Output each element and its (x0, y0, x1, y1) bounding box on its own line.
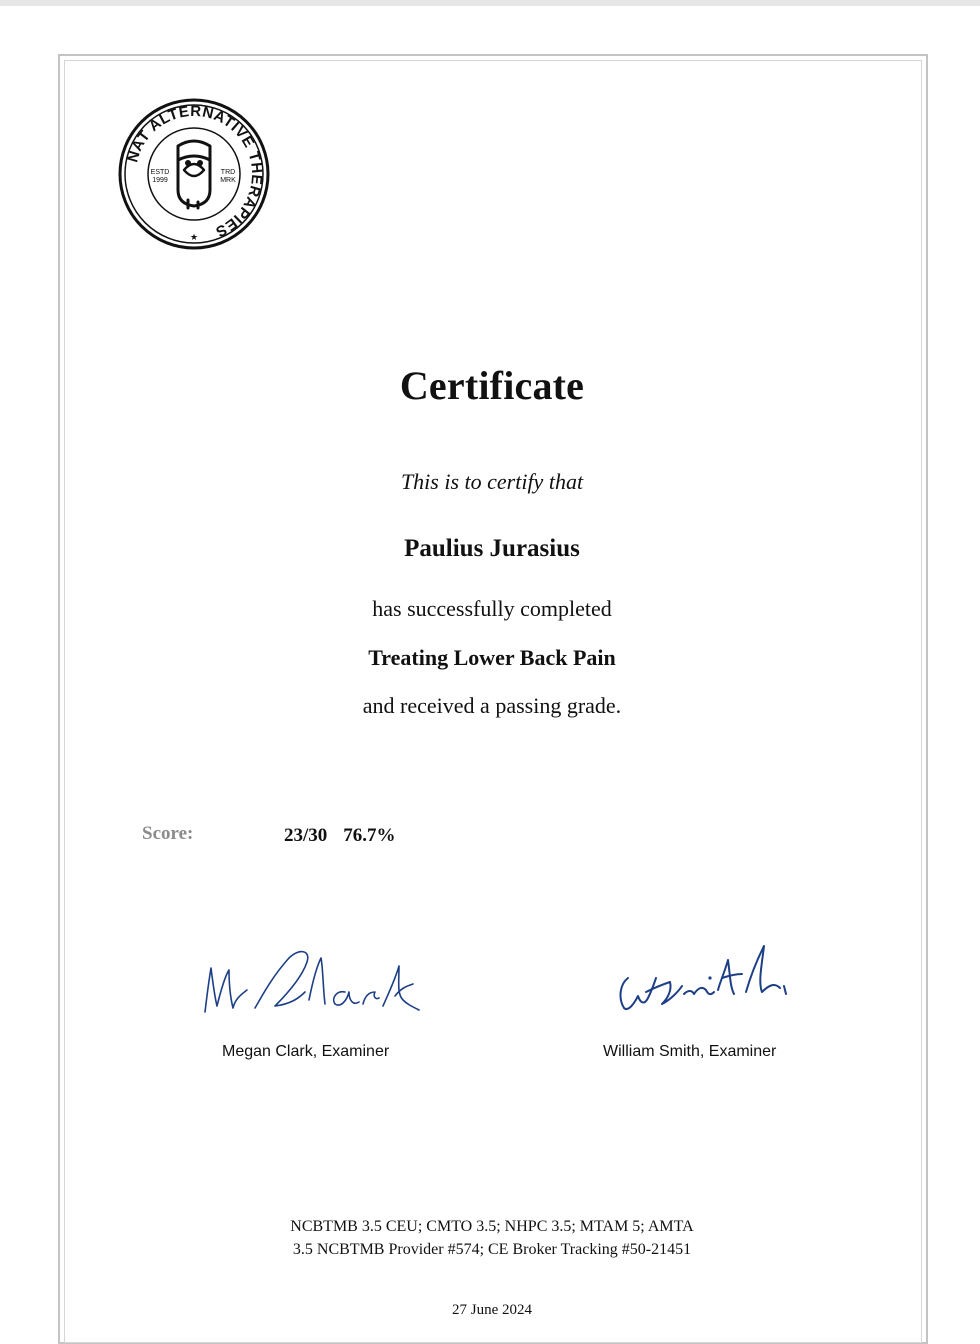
certify-line: This is to certify that (400, 469, 584, 494)
certificate-title: Certificate (399, 363, 585, 408)
seal-mrk-text: MRK (220, 177, 236, 184)
grade-line: and received a passing grade. (362, 693, 622, 718)
seal-year-text: 1999 (152, 177, 168, 184)
completed-line: has successfully completed (372, 596, 612, 621)
accreditation-block (0, 1215, 980, 1261)
william-smith-signature (610, 938, 790, 1018)
score-value (284, 825, 396, 847)
seal-ring-text: NAT ALTERNATIVE THERAPIES (124, 102, 266, 241)
nat-alternative-therapies-seal-logo (118, 98, 270, 250)
course-name: Treating Lower Back Pain (368, 645, 616, 670)
top-strip (0, 0, 980, 6)
score-percent: 76.7% (343, 825, 396, 846)
star-icon: ★ (189, 232, 199, 242)
accreditation-line-2: 3.5 NCBTMB Provider #574; CE Broker Tracking #50-21451 (292, 1241, 692, 1258)
score-label: Score: (142, 823, 194, 844)
megan-clark-signature (195, 940, 425, 1025)
examiner-name-right: William Smith, Examiner (603, 1043, 777, 1060)
recipient-name: Paulius Jurasius (404, 535, 580, 562)
certificate-date: 27 June 2024 (452, 1302, 532, 1318)
score-fraction: 23/30 (284, 825, 328, 846)
accreditation-line-1: NCBTMB 3.5 CEU; CMTO 3.5; NHPC 3.5; MTAM 5; AMTA (290, 1218, 694, 1235)
seal-trd-text: TRD (220, 169, 236, 176)
seal-estd-text: ESTD (150, 169, 170, 176)
examiner-name-left: Megan Clark, Examiner (222, 1043, 390, 1060)
